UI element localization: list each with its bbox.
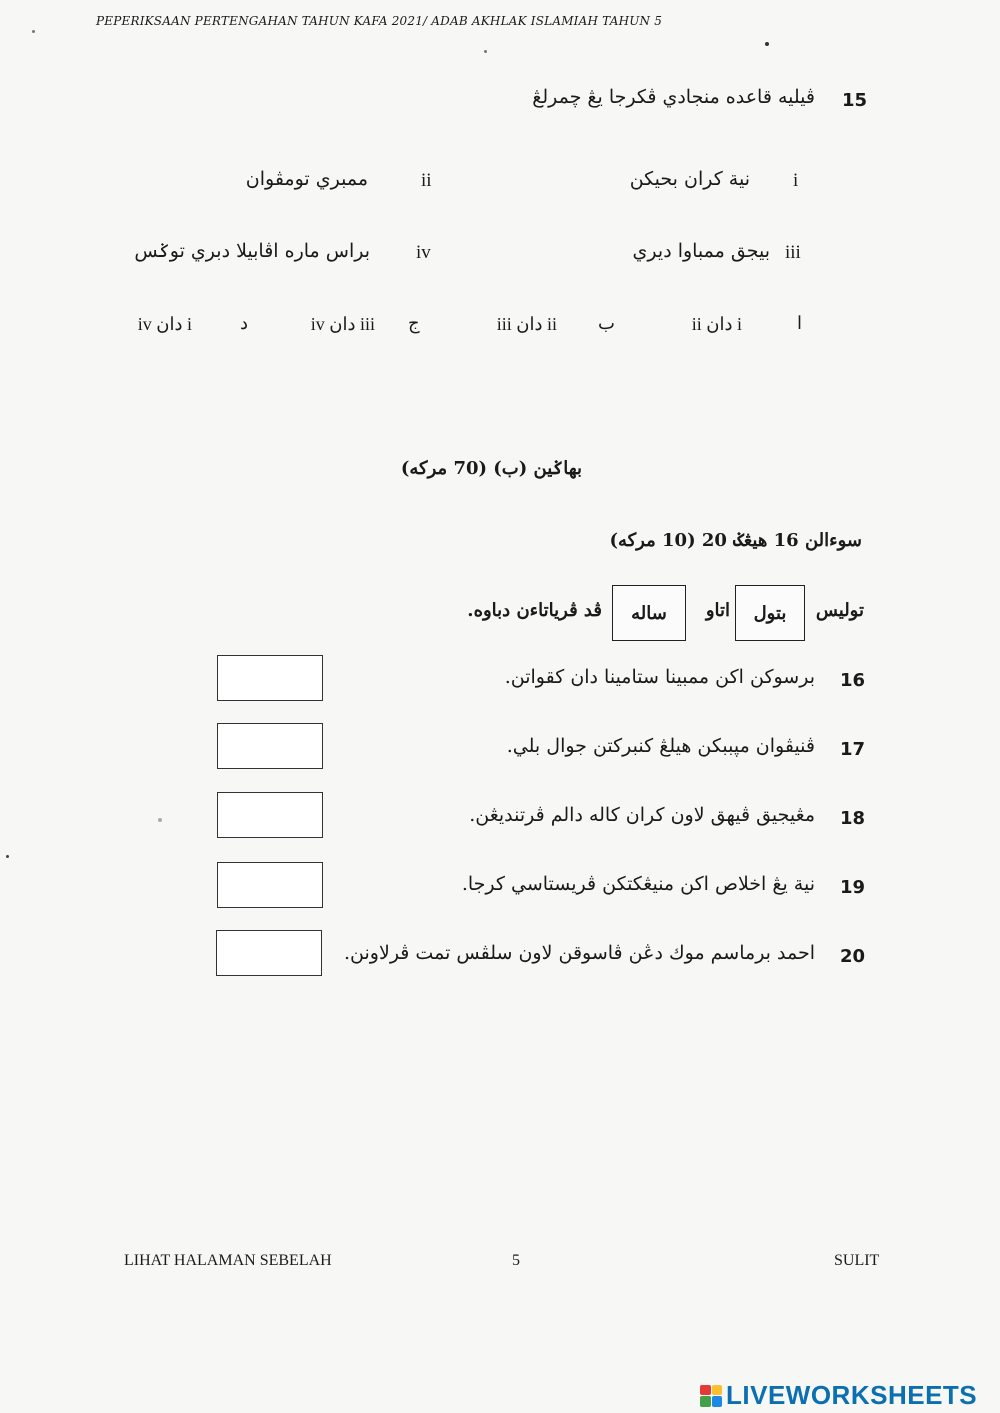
instruction-end: ڤد ڤرياتاءن دباوه. [467,600,602,621]
scan-speck [6,855,9,858]
answer-box-19[interactable] [217,862,323,908]
statement-text: براس ماره اڤابيلا دبري توݢس [134,240,370,262]
option-d[interactable]: i دان iv [137,314,192,334]
answer-box-16[interactable] [217,655,323,701]
statement-roman: i [793,170,799,191]
footer-left: LIHAT HALAMAN SEBELAH [124,1252,332,1269]
instruction-connector: اتاو [705,600,730,621]
instruction-start: توليس [815,600,864,621]
statement-roman: ii [421,170,432,191]
question-text: ڤيليه قاعده منجادي ڤكرجا يڠ چمرلڠ [532,86,815,108]
scan-speck [158,818,162,822]
liveworksheets-logo-text: LIVEWORKSHEETS [726,1380,978,1410]
option-a-letter: ا [797,313,803,334]
statement-text: ممبري تومڤوان [245,168,368,190]
option-c-letter: ج [408,313,420,334]
answer-box-20[interactable] [216,930,322,976]
page-number: 5 [512,1252,520,1269]
item-text: احمد برماسم موك دڠن ڤاسوقن لاون سلڤس تمت ڤرلاونن. [344,942,815,964]
item-text: نية يڠ اخلاص اكن منيڠكتكن ڤريستاسي كرجا. [461,873,815,895]
answer-box-17[interactable] [217,723,323,769]
item-number: 18 [840,808,866,829]
scan-speck [765,42,769,46]
answer-box-18[interactable] [217,792,323,838]
section-title: بهاݢين (ب) (70 مركه) [400,458,582,479]
statement-text: نية كران بحيكن [629,168,750,190]
word-box-salah: ساله [612,585,686,641]
statement-text: بيجق ممباوا ديري [632,240,770,262]
word-box-betul: بتول [735,585,805,641]
item-text: ڤنيڤوان مڽببكن هيلڠ كنبركتن جوال بلي. [506,735,815,757]
option-a[interactable]: i دان ii [691,314,742,334]
statement-roman: iii [785,242,801,263]
item-number: 17 [840,739,866,760]
item-number: 20 [840,946,866,967]
exam-header: PEPERIKSAAN PERTENGAHAN TAHUN KAFA 2021/ ADAB AKHLAK ISLAMIAH TAHUN 5 [96,14,663,28]
item-text: مڠيجيق ڤيهق لاون كران كاله دالم ڤرتنديڠن. [469,804,815,826]
option-d-letter: د [240,313,249,334]
item-text: برسوكن اكن ممبينا ستامينا دان كقواتن. [504,666,815,688]
footer-right: SULIT [834,1252,880,1269]
statement-roman: iv [416,242,431,263]
liveworksheets-logo-icon [700,1385,722,1407]
part-title: سوءالن 16 هيڠݢ 20 (10 مركه) [609,530,862,551]
option-c[interactable]: iii دان iv [310,314,375,334]
question-number: 15 [842,90,868,111]
item-number: 19 [840,877,866,898]
item-number: 16 [840,670,866,691]
scan-speck [32,30,35,33]
scan-speck [484,50,487,53]
option-b[interactable]: ii دان iii [496,314,557,334]
liveworksheets-logo [700,1380,977,1411]
option-b-letter: ب [598,313,615,334]
